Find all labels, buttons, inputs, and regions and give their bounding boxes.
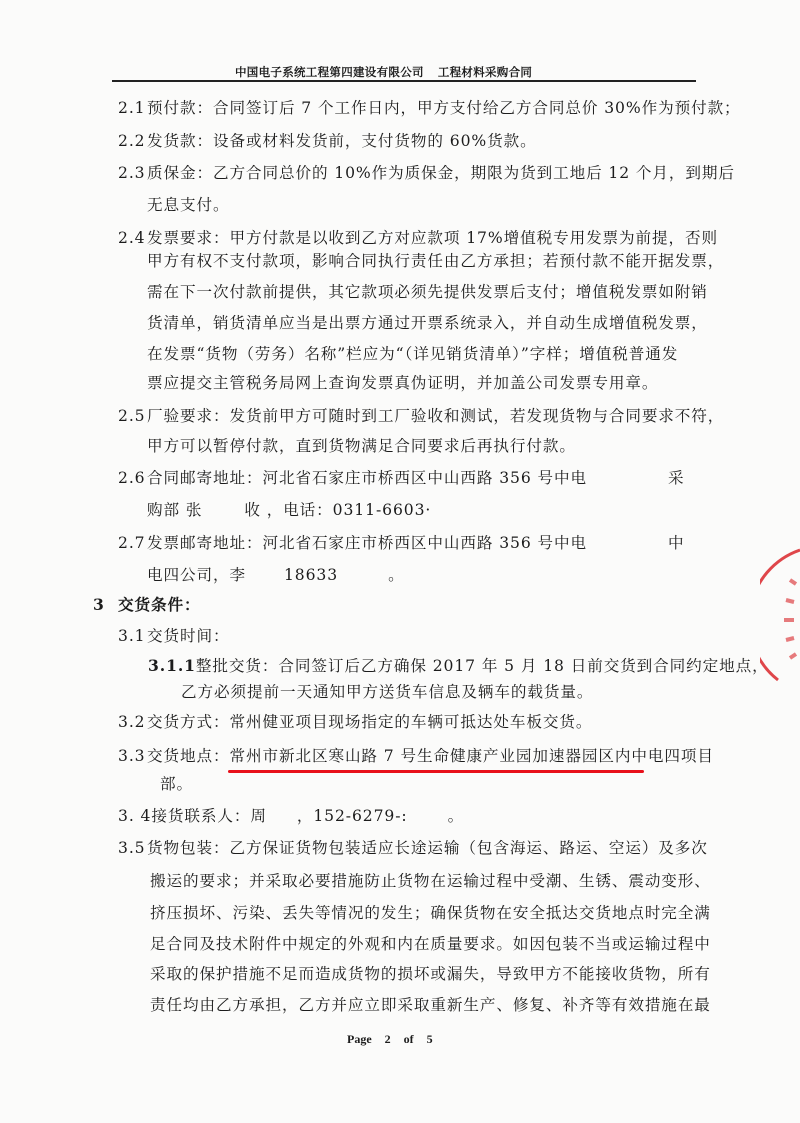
company-name: 中国电子系统工程第四建设有限公司 bbox=[235, 65, 424, 79]
clause-3-2 bbox=[118, 712, 592, 732]
clause-text: 合同邮寄地址：河北省石家庄市桥西区中山西路 356 号中电 bbox=[147, 469, 588, 487]
clause-number: 3.1 bbox=[118, 627, 146, 645]
document-title: 工程材料采购合同 bbox=[437, 65, 533, 79]
clause-2-5 bbox=[118, 406, 724, 426]
clause-number: 2.2 bbox=[118, 132, 146, 150]
clause-3-1-1 bbox=[148, 656, 769, 676]
clause-3-1 bbox=[118, 626, 229, 646]
clause-2-6-cont bbox=[147, 500, 431, 520]
page-total: 5 bbox=[426, 1032, 433, 1046]
clause-2-4-cont: 票应提交主管税务局网上查询发票真伪证明，并加盖公司发票专用章。 bbox=[147, 374, 659, 392]
clause-number: 2.6 bbox=[118, 469, 146, 487]
clause-2-1 bbox=[118, 98, 741, 118]
clause-2-7 bbox=[118, 533, 587, 553]
company-seal-stamp bbox=[760, 540, 800, 700]
clause-2-7-end: 中 bbox=[668, 534, 685, 552]
clause-3-3 bbox=[118, 746, 714, 766]
clause-2-3-cont: 无息支付。 bbox=[147, 196, 230, 214]
clause-2-7-cont bbox=[147, 565, 405, 585]
page-footer bbox=[347, 1032, 433, 1047]
clause-3-5-cont: 搬运的要求；并采取必要措施防止货物在运输过程中受潮、生锈、震动变形、 bbox=[150, 872, 711, 890]
page-number: 2 bbox=[384, 1032, 391, 1046]
clause-3-4 bbox=[118, 806, 464, 826]
page-label: Page bbox=[347, 1032, 372, 1046]
clause-number: 2.3 bbox=[118, 164, 146, 182]
section-title: 交货条件： bbox=[118, 595, 201, 614]
clause-2-5-cont: 甲方可以暂停付款，直到货物满足合同要求后再执行付款。 bbox=[147, 437, 576, 455]
clause-text: 货物包装：乙方保证货物包装适应长途运输（包含海运、路运、空运）及多次 bbox=[147, 839, 708, 857]
clause-label: 接货联系人：周 bbox=[151, 807, 267, 825]
clause-text: 厂验要求：发货前甲方可随时到工厂验收和测试，若发现货物与合同要求不符， bbox=[147, 407, 725, 425]
clause-number: 2.1 bbox=[118, 99, 146, 117]
clause-number: 3.5 bbox=[118, 839, 146, 857]
clause-text: 交货时间： bbox=[147, 627, 230, 645]
clause-number: 3.1.1 bbox=[148, 656, 196, 675]
section-3-heading bbox=[93, 595, 200, 615]
clause-3-5 bbox=[118, 838, 708, 858]
clause-label: 交货地点： bbox=[147, 747, 230, 765]
clause-2-3 bbox=[118, 163, 735, 183]
clause-number: 3. 4 bbox=[118, 807, 152, 825]
clause-2-6-end: 采 bbox=[668, 469, 685, 487]
recipient: 购部 张 bbox=[147, 501, 203, 519]
clause-2-4-cont: 在发票“货物（劳务）名称”栏应为“（详见销货清单）”字样；增值税普通发 bbox=[147, 345, 679, 363]
clause-2-2 bbox=[118, 131, 537, 151]
red-underline-annotation bbox=[228, 770, 644, 773]
of-label: of bbox=[403, 1032, 414, 1046]
clause-2-4 bbox=[118, 228, 718, 248]
header-rule bbox=[112, 80, 696, 82]
clause-text: 交货方式：常州健亚项目现场指定的车辆可抵达处车板交货。 bbox=[147, 713, 593, 731]
clause-text: 整批交货：合同签订后乙方确保 2017 年 5 月 18 日前交货到合同约定地点， bbox=[195, 657, 769, 675]
clause-3-5-cont: 责任均由乙方承担，乙方并应立即采取重新生产、修复、补齐等有效措施在最 bbox=[150, 996, 711, 1014]
clause-3-5-cont: 采取的保护措施不足而造成货物的损坏或漏失，导致甲方不能接收货物，所有 bbox=[150, 965, 711, 983]
clause-number: 2.4 bbox=[118, 229, 146, 247]
clause-3-3-cont: 部。 bbox=[160, 775, 193, 793]
clause-number: 3.2 bbox=[118, 713, 146, 731]
page-header bbox=[235, 64, 532, 80]
period: 。 bbox=[388, 566, 405, 584]
clause-number: 2.7 bbox=[118, 534, 146, 552]
delivery-address: 常州市新北区寒山路 7 号生命健康产业园加速器园区内中电四项目 bbox=[229, 747, 714, 765]
clause-3-5-cont: 足合同及技术附件中规定的外观和内在质量要求。如因包装不当或运输过程中 bbox=[150, 935, 711, 953]
clause-2-4-cont: 甲方有权不支付款项，影响合同执行责任由乙方承担；若预付款不能开据发票， bbox=[147, 252, 725, 270]
phone: 18633 bbox=[283, 566, 339, 584]
clause-3-1-1-cont: 乙方必须提前一天通知甲方送货车信息及辆车的载货量。 bbox=[181, 683, 594, 701]
phone: ，152-6279-: bbox=[296, 807, 408, 825]
recipient: 电四公司，李 bbox=[147, 566, 246, 584]
clause-3-5-cont: 挤压损坏、污染、丢失等情况的发生；确保货物在安全抵达交货地点时完全满 bbox=[150, 904, 711, 922]
clause-number: 3.3 bbox=[118, 747, 146, 765]
clause-text: 预付款：合同签订后 7 个工作日内，甲方支付给乙方合同总价 30%作为预付款； bbox=[147, 99, 741, 117]
clause-2-4-cont: 货清单，销货清单应当是出票方通过开票系统录入，并自动生成增值税发票， bbox=[147, 314, 708, 332]
clause-text: 发票邮寄地址：河北省石家庄市桥西区中山西路 356 号中电 bbox=[147, 534, 588, 552]
clause-number: 2.5 bbox=[118, 407, 146, 425]
clause-2-4-cont: 需在下一次付款前提供，其它款项必须先提供发票后支付；增值税发票如附销 bbox=[147, 283, 708, 301]
clause-text: 发票要求：甲方付款是以收到乙方对应款项 17%增值税专用发票为前提，否则 bbox=[147, 229, 719, 247]
clause-2-6 bbox=[118, 468, 587, 488]
clause-text: 质保金：乙方合同总价的 10%作为质保金，期限为货到工地后 12 个月，到期后 bbox=[147, 164, 735, 182]
period: 。 bbox=[447, 807, 465, 825]
clause-text: 发货款：设备或材料发货前，支付货物的 60%货款。 bbox=[147, 132, 537, 150]
section-number: 3 bbox=[93, 595, 105, 614]
phone: 收 ，电话：0311-6603· bbox=[244, 501, 432, 519]
